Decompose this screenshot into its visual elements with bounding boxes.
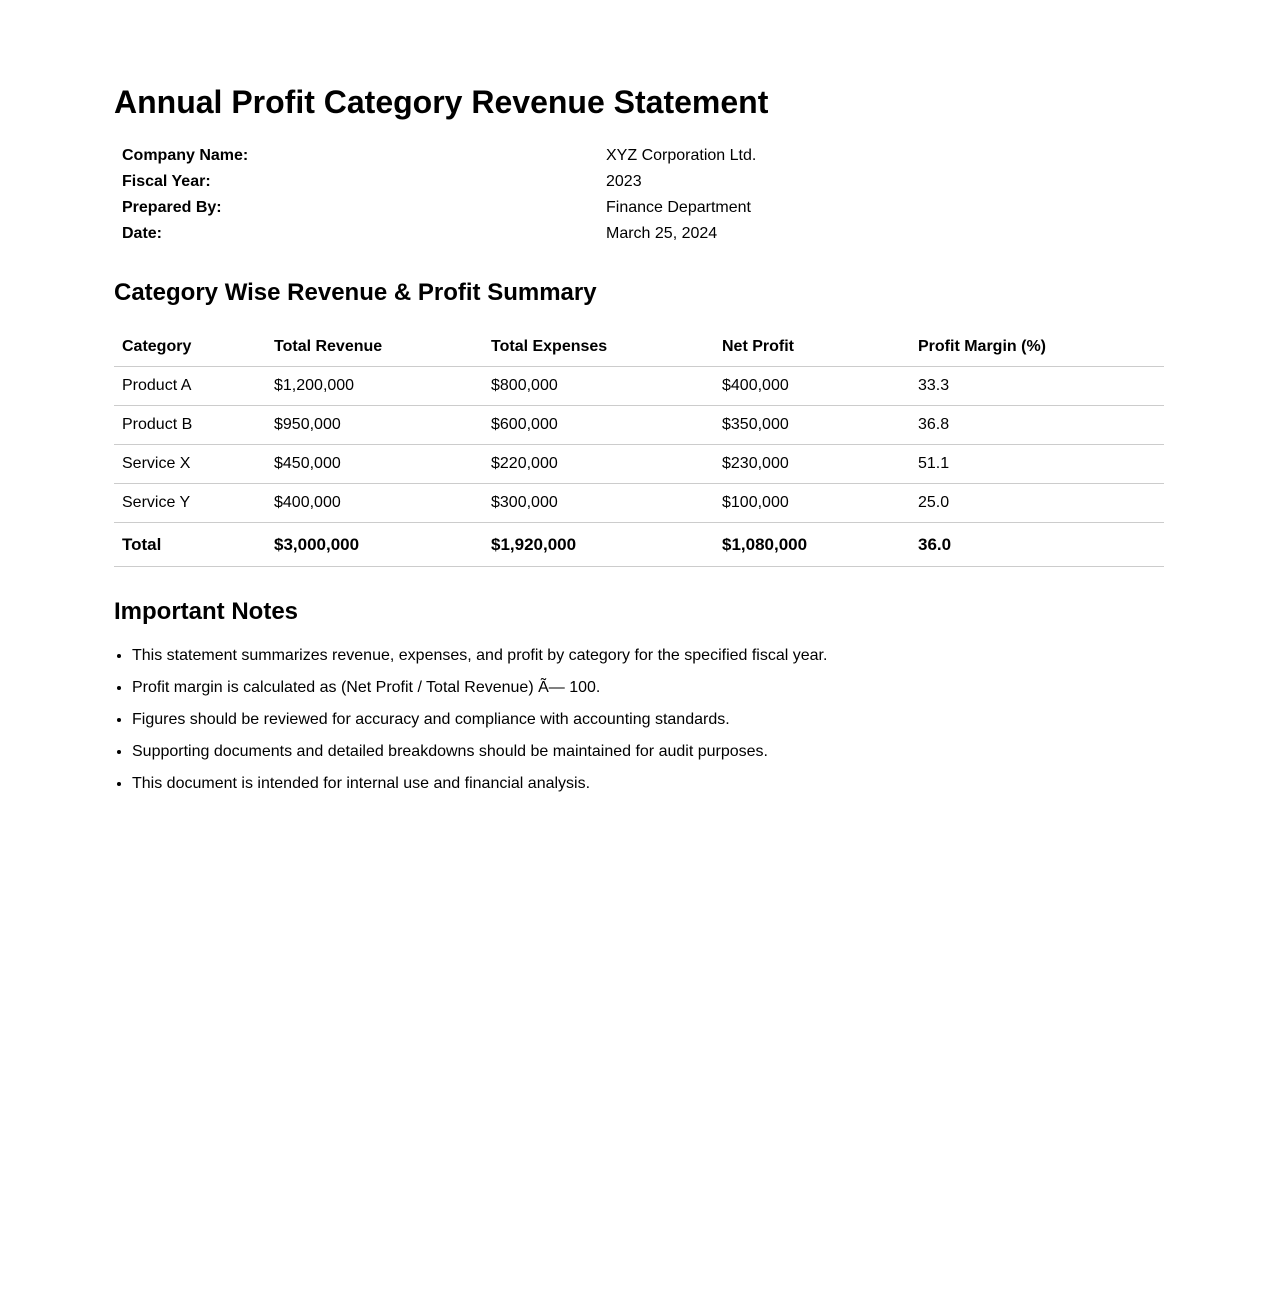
net-profit-cell: $400,000 — [714, 367, 910, 406]
expenses-cell: $220,000 — [483, 445, 714, 484]
net-profit-cell: $100,000 — [714, 484, 910, 523]
company-info-table — [114, 143, 1164, 247]
expenses-cell: $300,000 — [483, 484, 714, 523]
info-row-date — [114, 221, 1164, 247]
note-item: • Supporting documents and detailed breakdowns should be maintained for audit purposes. — [132, 742, 1164, 762]
total-expenses-cell: $1,920,000 — [483, 523, 714, 567]
revenue-cell: $950,000 — [266, 406, 483, 445]
statement-page — [114, 0, 1164, 794]
column-header-profit-margin: Profit Margin (%) — [910, 328, 1164, 367]
column-header-net-profit: Net Profit — [714, 328, 910, 367]
fiscal-year-value: 2023 — [606, 173, 642, 190]
table-header-row — [114, 328, 1164, 367]
revenue-cell: $450,000 — [266, 445, 483, 484]
page-title: Annual Profit Category Revenue Statement — [114, 84, 769, 120]
category-cell: Product A — [114, 367, 266, 406]
total-row — [114, 523, 1164, 567]
category-cell: Service X — [114, 445, 266, 484]
column-header-total-expenses: Total Expenses — [483, 328, 714, 367]
total-net-profit-cell: $1,080,000 — [714, 523, 910, 567]
revenue-cell: $1,200,000 — [266, 367, 483, 406]
table-row — [114, 484, 1164, 523]
expenses-cell: $800,000 — [483, 367, 714, 406]
profit-margin-cell: 51.1 — [910, 445, 1164, 484]
table-row — [114, 406, 1164, 445]
company-name-value: XYZ Corporation Ltd. — [606, 147, 757, 164]
fiscal-year-label: Fiscal Year: — [122, 173, 211, 190]
info-row-company — [114, 143, 1164, 169]
total-profit-margin-cell: 36.0 — [910, 523, 1164, 567]
date-label: Date: — [122, 225, 163, 242]
column-header-category: Category — [114, 328, 266, 367]
note-item: • Figures should be reviewed for accuracy and compliance with accounting standards. — [132, 710, 1164, 730]
column-header-total-revenue: Total Revenue — [266, 328, 483, 367]
table-row — [114, 445, 1164, 484]
table-row — [114, 367, 1164, 406]
note-item: • This statement summarizes revenue, expenses, and profit by category for the specified fiscal year. — [132, 646, 1164, 666]
info-row-prepared-by — [114, 195, 1164, 221]
summary-table — [114, 328, 1164, 567]
summary-section-title: Category Wise Revenue & Profit Summary — [114, 279, 597, 306]
notes-list — [114, 646, 1164, 794]
notes-section-title: Important Notes — [114, 598, 299, 625]
date-value: March 25, 2024 — [606, 225, 718, 242]
prepared-by-label: Prepared By: — [122, 199, 222, 216]
profit-margin-cell: 36.8 — [910, 406, 1164, 445]
expenses-cell: $600,000 — [483, 406, 714, 445]
profit-margin-cell: 33.3 — [910, 367, 1164, 406]
note-item: • Profit margin is calculated as (Net Profit / Total Revenue) Ã— 100. — [132, 678, 1164, 698]
net-profit-cell: $230,000 — [714, 445, 910, 484]
company-name-label: Company Name: — [122, 147, 249, 164]
net-profit-cell: $350,000 — [714, 406, 910, 445]
profit-margin-cell: 25.0 — [910, 484, 1164, 523]
revenue-cell: $400,000 — [266, 484, 483, 523]
category-cell: Service Y — [114, 484, 266, 523]
category-cell: Product B — [114, 406, 266, 445]
total-revenue-cell: $3,000,000 — [266, 523, 483, 567]
info-row-fiscal-year — [114, 169, 1164, 195]
total-label-cell: Total — [114, 523, 266, 567]
note-item: • This document is intended for internal use and financial analysis. — [132, 774, 1164, 794]
prepared-by-value: Finance Department — [606, 199, 751, 216]
